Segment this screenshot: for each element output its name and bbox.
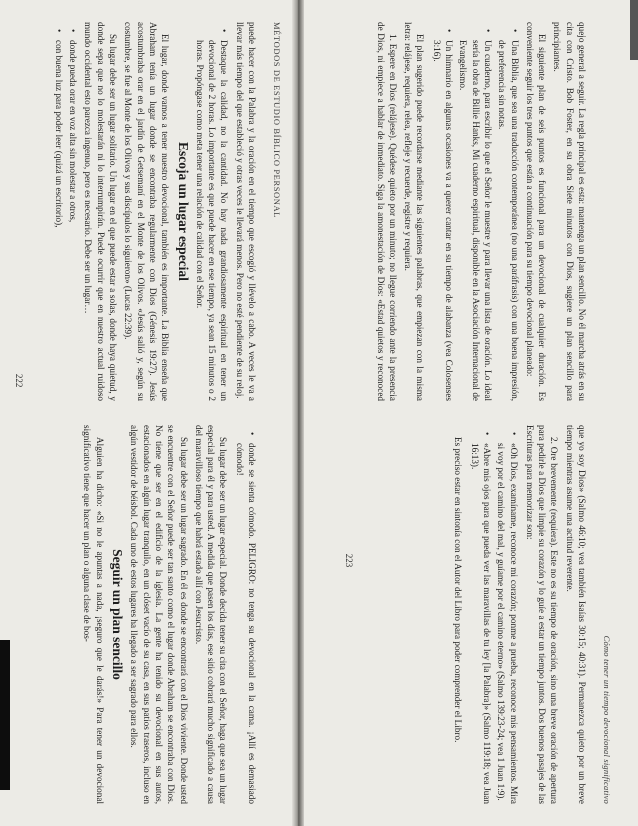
list-item: • «Oh Dios, examíname, reconoce mi corazón; ponme a prueba, reconoce mis pensamientos. Mira si voy por el camino del mal, y guíame por el camino eterno» (Salmo 139:23-24; vea 1 Juan 1:9).: [495, 443, 520, 804]
paragraph: El lugar, donde vamos a tener nuestro devocional, también es importante. La Biblia enseña que Abraham tenía un lugar donde se encontraba regularmente con Dios (Génesis 19:27). Jesús acostumbraba orar en el jardín de Getsemaní en el Monte de los Olivos. «Jesús salió y, según su costumbre, se fue al Monte de los Olivos y sus discípulos lo siguieron» (Lucas 22:39).: [123, 22, 171, 401]
bullet-list: [430, 22, 520, 401]
paragraph: El plan sugerido puede recordarse mediante las siguientes palabras, que empiezan con la misma letra: relájese, requiera, relea, refleje y recuerde, registre y requiera.: [403, 22, 426, 401]
left-page: [6, 0, 290, 826]
running-head: Cómo tener un tiempo devocional significativo: [602, 635, 612, 804]
paragraph: quejo general a seguir. La regla principal es esta: mantenga un plan sencillo. No él marcha atrás en su cita con Cristo. Bob Foster, en su obra Siete minutos con Dios, sugiere un plan sencillo para principiantes.: [552, 22, 587, 401]
paragraph: Es preciso estar en sintonía con el Autor del Libro para poder comprender el Libro.: [453, 437, 464, 743]
list-item: 2. Ore brevemente (requiera). Este no es su tiempo de oración, sino una breve oración de apertura para pedirle a Dios que limpie su corazón y lo guíe a estar un tiempo juntos. Dos buenos pasajes de las Escrituras para memorizar son:: [524, 425, 560, 804]
left-page-body: [36, 22, 258, 804]
list-item: • Destaque la calidad, no la cantidad. No hay nada grandiosamente espiritual en tener un devocional de 2 horas. Lo importante es que puede hacer en ese tiempo, ya sean 15 minutos o 2 horas. Propóngase como meta tener una relación de calidad con el Señor.: [194, 40, 231, 401]
paragraph: Su lugar debe ser un lugar sagrado. En él es donde se encontrará con el Dios viviente. Donde usted se encuentre con el Señor puede ser tan santo como el lugar donde Abraham se encontraba con Dios. No tiene que ser en el edificio de la iglesia. La gente ha tenido su devocional en sus autos, estacionados en algún lugar tranquilo, en un clóset vacío de su casa, en sus patios traseros, incluso en algún vestidor de béisbol. Cada uno de estos lugares ha llegado a ser sagrado para ellos.: [129, 425, 189, 804]
scan-edge-shadow-right: [630, 0, 638, 60]
right-page-body: [366, 22, 588, 804]
running-head: MÉTODOS DE ESTUDIO BÍBLICO PERSONAL: [272, 22, 282, 219]
list-item: • Un cuaderno, para escribir lo que el Señor le muestre y para llevar una lista de oración. Lo ideal sería la obra de Billie Hanks, Mi cuaderno espiritual, disponible en la Asociación Internacional de Evangelismo.: [457, 40, 494, 401]
list-item: • Una Biblia, que sea una traducción contemporánea (no una paráfrasis) con una buena impresión, de preferencia sin notas.: [496, 40, 521, 401]
page-number: 222: [14, 373, 24, 388]
page-number: 223: [344, 553, 354, 568]
list-item: • Un himnario en algunas ocasiones va a querer cantar en su tiempo de alabanza (vea Colosenses 3:16).: [430, 40, 455, 401]
list-item: • con buena luz para poder leer (quizá un escritorio),: [53, 40, 65, 401]
list-item: 1. Espere en Dios (relájese). Quédese quieto por un minuto; no llegue corriendo ante la presencia de Dios, ni empiece a hablar de inmediato. Siga la amonestación de Dios: «Estad quietos y reconoced que yo soy Dios» (Salmo 46:10; vea también Isaías 30:15; 40:31). Permanezca quieto por un breve tiempo mientras asume una actitud reverente.: [375, 22, 587, 804]
paragraph: puede hacer con la Palabra y la oración en el tiempo que escogió y llévelo a cabo. A veces le va a llevar más tiempo del que estableció y otras veces le llevará menos. Pero no esté pendiente de su reloj.: [234, 22, 257, 401]
list-item: • donde pueda orar en voz alta sin molestar a otros,: [67, 40, 79, 401]
paragraph: Alguien ha dicho: «Si no le apuntas a nada, ¡seguro que le darás!» Para tener un devocional significativo tiene que hacer un plan o alguna clase de bos-: [82, 425, 105, 804]
paragraph: Su lugar debe ser un lugar solitario. Un lugar en el que puede estar a solas, donde haya quietud, y donde sepa que no lo molestarán ni lo interrumpirán. Puede ocurrir que en nuestro actual ruidoso mundo occidental esto parezca ingenuo, pero es necesario. Debe ser un lugar…: [83, 22, 119, 401]
paragraph: El siguiente plan de seis puntos es funcional para un devocional de cualquier duración. Es conveniente seguir los tres puntos que están a continuación para su tiempo devocional planeado:: [524, 22, 548, 401]
list-item: • «Abre mis ojos para que pueda ver las maravillas de tu ley [la Palabra]» (Salmo 119:18; vea Juan 16:13).: [468, 443, 493, 804]
bullet-list: [468, 425, 519, 804]
section-heading: Seguir un plan sencillo: [110, 549, 126, 680]
book-gutter: [292, 0, 304, 826]
bullet-list: [194, 22, 231, 401]
list-item: • donde se sienta cómodo. PELIGRO: no tenga su devocional en la cama. ¡Allí es demasiado cómodo!: [233, 443, 258, 804]
section-heading: Escoja un lugar especial: [175, 142, 191, 281]
right-page: [336, 0, 620, 826]
paragraph: Su lugar debe ser un lugar especial. Donde decida tener su cita con el Señor, haga que sea un lugar especial para él y para usted. A medida que pasen los días, ese sitio cobrará mucho significado a causa del maravilloso tiempo que habrá estado allí con Jesucristo.: [193, 425, 229, 804]
